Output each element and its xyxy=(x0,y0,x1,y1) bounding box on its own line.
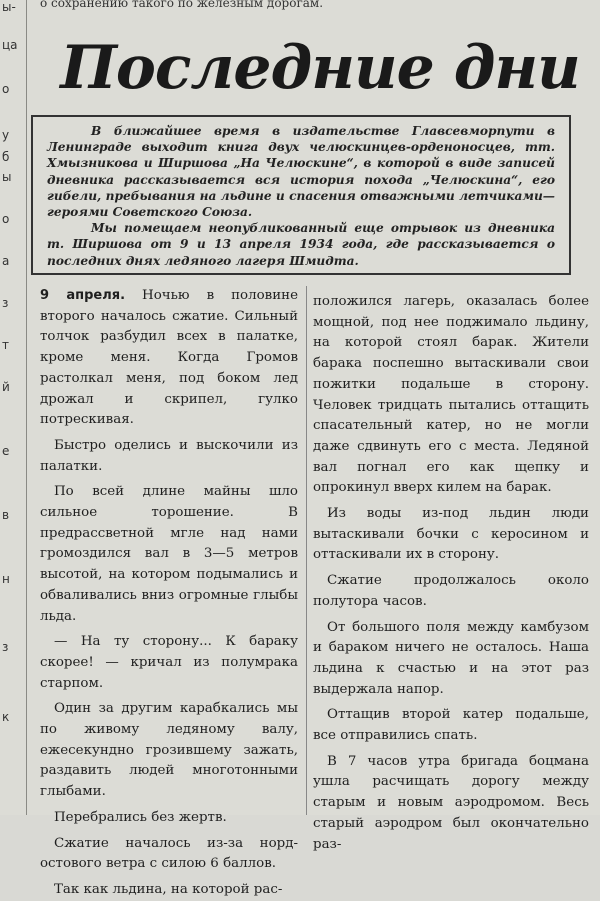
margin-fragment: ы- xyxy=(2,0,16,14)
article-column-right xyxy=(313,292,589,852)
article-column-left xyxy=(40,286,298,897)
article-paragraph: Один за другим карабкались мы по живому ледяному валу, ежесекундно грозившему зажать, раздавить людей многотонными глыбами. xyxy=(40,701,298,800)
margin-fragment: а xyxy=(2,254,10,268)
margin-fragment: е xyxy=(2,444,10,458)
diary-date: 9 апреля. xyxy=(40,288,126,303)
column-rule xyxy=(26,0,27,815)
article-paragraph: Оттащив второй катер подальше, все отправились спать. xyxy=(313,707,589,744)
article-headline: Последние дни xyxy=(60,33,580,103)
margin-fragment: о xyxy=(2,82,10,96)
margin-fragment: з xyxy=(2,640,9,654)
column-divider xyxy=(306,286,307,815)
article-paragraph: Быстро оделись и выскочили из палатки. xyxy=(40,437,298,474)
article-paragraph: Сжатие началось из-за норд-остового ветра с силою 6 баллов. xyxy=(40,835,298,872)
margin-fragment: в xyxy=(2,508,10,522)
margin-fragment: о xyxy=(2,212,10,226)
article-paragraph: От большого поля между камбузом и бараком ничего не осталось. Наша льдина к счастью и на этот раз выдержала напор. xyxy=(313,619,589,697)
article-paragraph: — На ту сторону... К бараку скорее! — кричал из полумрака старпом. xyxy=(40,634,298,691)
article-paragraph: положился лагерь, оказалась более мощной, под нее поджимало льдину, на которой стоял барак. Жители барака поспешно вытаскивали свои пожитки подальше в сторону. Человек тридцать пытались оттащить спасательный катер, но не могли даже сдвинуть его с места. Ледяной вал погнал его как щепку и опрокинул вверх килем на барак. xyxy=(313,294,589,496)
article-paragraph: Перебрались без жертв. xyxy=(54,809,227,825)
top-fragment-text: о сохранению такого по железным дорогам. xyxy=(40,0,324,10)
article-paragraph: Сжатие продолжалось около полутора часов. xyxy=(313,573,589,609)
article-paragraph: По всей длине майны шло сильное торошение. В предрассветной мгле над нами громоздился вал в 3—5 метров высотой, на котором подымались и обваливались вниз огромные глыбы льда. xyxy=(40,484,298,624)
article-paragraph: Так как льдина, на которой рас- xyxy=(54,881,283,897)
lead-box xyxy=(31,115,571,275)
margin-fragment: й xyxy=(2,380,10,394)
left-margin-fragments xyxy=(0,0,26,815)
margin-fragment: т xyxy=(2,338,9,352)
margin-fragment: ы xyxy=(2,170,12,184)
margin-fragment: н xyxy=(2,572,10,586)
margin-fragment: з xyxy=(2,296,9,310)
margin-fragment: у xyxy=(2,128,10,142)
article-paragraph xyxy=(40,286,298,431)
margin-fragment: б xyxy=(2,150,10,164)
article-paragraph-text: Ночью в половине второго началось сжатие. Сильный толчок разбудил всех в палатке, кроме меня. Когда Громов растолкал меня, под боком лед дрожал и скрипел, гулко потрескивая. xyxy=(40,288,298,428)
margin-fragment: ца xyxy=(2,38,18,52)
article-paragraph: Из воды из-под льдин люди вытаскивали бочки с керосином и оттаскивали их в сторону. xyxy=(313,506,589,563)
lead-paragraph: В ближайшее время в издательстве Главсевморпути в Ленинграде выходит книга двух челюскинцев-орденоносцев, тт. Хмызникова и Ширшова „На Челюскине“, в которой в виде записей дневника рассказывается вся история похода „Челюскина“, его гибели, пребывания на льдине и спасения отважными летчиками—героями Советского Союза. xyxy=(47,124,555,220)
article-paragraph: В 7 часов утра бригада боцмана ушла расчищать дорогу между старым и новым аэродромом. Весь старый аэродром был окончательно раз- xyxy=(313,753,589,852)
lead-paragraph: Мы помещаем неопубликованный еще отрывок из дневника т. Ширшова от 9 и 13 апреля 1934 года, где рассказывается о последних днях ледяного лагеря Шмидта. xyxy=(47,221,555,268)
margin-fragment: к xyxy=(2,710,10,724)
